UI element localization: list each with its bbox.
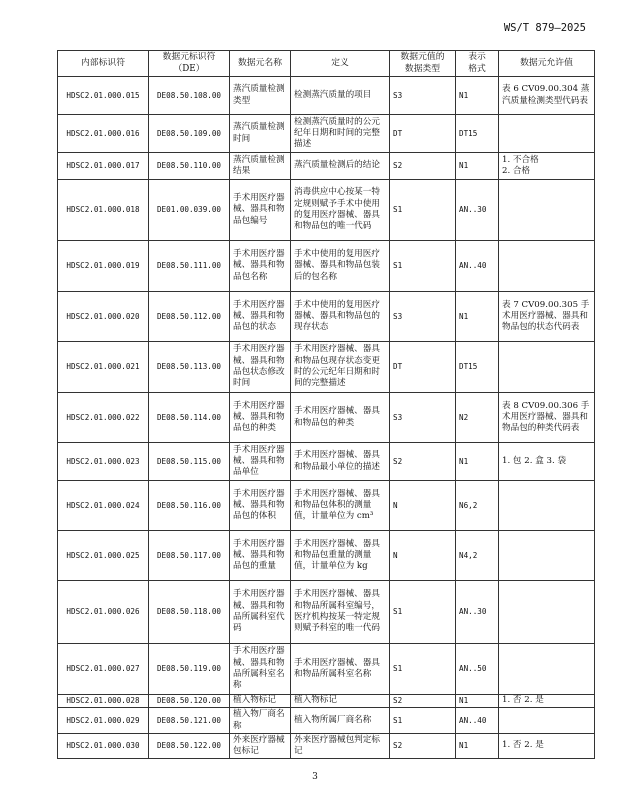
- cell-name: 手术用医疗器械、器具和物品包编号: [230, 180, 291, 241]
- cell-internal-id: HDSC2.01.000.021: [58, 342, 149, 393]
- cell-format: N1: [456, 153, 499, 180]
- cell-internal-id: HDSC2.01.000.026: [58, 581, 149, 644]
- col-header-data-type: 数据元值的 数据类型: [390, 51, 456, 77]
- cell-allowed-values: 表 6 CV09.00.304 蒸汽质量检测类型代码表: [499, 77, 595, 115]
- table-row: [58, 644, 595, 695]
- cell-internal-id: HDSC2.01.000.017: [58, 153, 149, 180]
- cell-definition: 手术用医疗器械、器具和物品所属科室名称: [291, 644, 390, 695]
- cell-definition: 手术中使用的复用医疗器械、器具和物品包装后的包名称: [291, 241, 390, 292]
- table-row: [58, 531, 595, 581]
- table-row: [58, 581, 595, 644]
- cell-definition: 外来医疗器械包判定标记: [291, 734, 390, 759]
- cell-de-id: DE08.50.109.00: [149, 115, 230, 153]
- cell-de-id: DE08.50.119.00: [149, 644, 230, 695]
- table-row: [58, 153, 595, 180]
- col-header-definition: 定义: [291, 51, 390, 77]
- cell-definition: 植入物所属厂商名称: [291, 708, 390, 734]
- cell-de-id: DE01.00.039.00: [149, 180, 230, 241]
- cell-allowed-values: [499, 708, 595, 734]
- cell-allowed-values: [499, 531, 595, 581]
- cell-de-id: DE08.50.113.00: [149, 342, 230, 393]
- cell-data-type: S2: [390, 695, 456, 708]
- cell-data-type: S3: [390, 77, 456, 115]
- cell-name: 蒸汽质量检测时间: [230, 115, 291, 153]
- cell-format: N1: [456, 77, 499, 115]
- cell-format: AN..40: [456, 708, 499, 734]
- cell-name: 手术用医疗器械、器具和物品包的体积: [230, 481, 291, 531]
- cell-de-id: DE08.50.110.00: [149, 153, 230, 180]
- cell-allowed-values: [499, 241, 595, 292]
- cell-de-id: DE08.50.114.00: [149, 393, 230, 443]
- cell-de-id: DE08.50.112.00: [149, 292, 230, 342]
- cell-data-type: S2: [390, 734, 456, 759]
- cell-data-type: S3: [390, 292, 456, 342]
- cell-data-type: DT: [390, 342, 456, 393]
- cell-allowed-values: [499, 481, 595, 531]
- cell-name: 手术用医疗器械、器具和物品所属科室名称: [230, 644, 291, 695]
- cell-allowed-values: [499, 644, 595, 695]
- table-row: [58, 292, 595, 342]
- cell-internal-id: HDSC2.01.000.029: [58, 708, 149, 734]
- cell-name: 植入物标记: [230, 695, 291, 708]
- cell-data-type: DT: [390, 115, 456, 153]
- cell-de-id: DE08.50.121.00: [149, 708, 230, 734]
- cell-format: N1: [456, 695, 499, 708]
- cell-format: N4,2: [456, 531, 499, 581]
- cell-format: N6,2: [456, 481, 499, 531]
- cell-name: 手术用医疗器械、器具和物品包的状态: [230, 292, 291, 342]
- cell-name: 外来医疗器械包标记: [230, 734, 291, 759]
- cell-de-id: DE08.50.111.00: [149, 241, 230, 292]
- cell-format: DT15: [456, 342, 499, 393]
- cell-allowed-values: [499, 581, 595, 644]
- table-row: [58, 695, 595, 708]
- cell-data-type: S1: [390, 180, 456, 241]
- cell-name: 手术用医疗器械、器具和物品单位: [230, 443, 291, 481]
- cell-internal-id: HDSC2.01.000.019: [58, 241, 149, 292]
- cell-format: N2: [456, 393, 499, 443]
- col-header-name: 数据元名称: [230, 51, 291, 77]
- cell-data-type: S1: [390, 644, 456, 695]
- cell-allowed-values: 1. 不合格 2. 合格: [499, 153, 595, 180]
- cell-format: N1: [456, 443, 499, 481]
- cell-internal-id: HDSC2.01.000.030: [58, 734, 149, 759]
- cell-name: 手术用医疗器械、器具和物品包名称: [230, 241, 291, 292]
- cell-data-type: S3: [390, 393, 456, 443]
- cell-name: 手术用医疗器械、器具和物品包的种类: [230, 393, 291, 443]
- cell-de-id: DE08.50.122.00: [149, 734, 230, 759]
- cell-data-type: S1: [390, 708, 456, 734]
- cell-data-type: N: [390, 531, 456, 581]
- cell-data-type: S2: [390, 443, 456, 481]
- cell-allowed-values: 1. 包 2. 盒 3. 袋: [499, 443, 595, 481]
- cell-definition: 手术用医疗器械、器具和物品包体积的测量值，计量单位为 cm³: [291, 481, 390, 531]
- cell-de-id: DE08.50.118.00: [149, 581, 230, 644]
- cell-definition: 手术用医疗器械、器具和物品包现存状态变更时的公元纪年日期和时间的完整描述: [291, 342, 390, 393]
- table-row: [58, 708, 595, 734]
- cell-name: 蒸汽质量检测结果: [230, 153, 291, 180]
- col-header-format: 表示 格式: [456, 51, 499, 77]
- col-header-allowed-values: 数据元允许值: [499, 51, 595, 77]
- cell-data-type: S1: [390, 581, 456, 644]
- page-number: 3: [312, 772, 318, 782]
- cell-allowed-values: [499, 342, 595, 393]
- table-row: [58, 393, 595, 443]
- cell-name: 植入物厂商名称: [230, 708, 291, 734]
- cell-internal-id: HDSC2.01.000.022: [58, 393, 149, 443]
- table-row: [58, 443, 595, 481]
- cell-de-id: DE08.50.117.00: [149, 531, 230, 581]
- cell-de-id: DE08.50.116.00: [149, 481, 230, 531]
- table-row: [58, 734, 595, 759]
- cell-name: 手术用医疗器械、器具和物品包的重量: [230, 531, 291, 581]
- standard-code: WS/T 879—2025: [503, 22, 586, 34]
- cell-allowed-values: [499, 115, 595, 153]
- cell-definition: 手术用医疗器械、器具和物品所属科室编号，医疗机构按某一特定规则赋予科室的唯一代码: [291, 581, 390, 644]
- cell-definition: 消毒供应中心按某一特定规则赋予手术中使用的复用医疗器械、器具和物品包的唯一代码: [291, 180, 390, 241]
- cell-format: AN..30: [456, 180, 499, 241]
- cell-de-id: DE08.50.120.00: [149, 695, 230, 708]
- cell-internal-id: HDSC2.01.000.018: [58, 180, 149, 241]
- cell-format: AN..30: [456, 581, 499, 644]
- cell-name: 手术用医疗器械、器具和物品所属科室代码: [230, 581, 291, 644]
- cell-format: N1: [456, 734, 499, 759]
- table-row: [58, 241, 595, 292]
- cell-internal-id: HDSC2.01.000.028: [58, 695, 149, 708]
- table-row: [58, 180, 595, 241]
- cell-definition: 检测蒸汽质量时的公元纪年日期和时间的完整描述: [291, 115, 390, 153]
- cell-format: N1: [456, 292, 499, 342]
- cell-allowed-values: 表 8 CV09.00.306 手术用医疗器械、器具和物品包的种类代码表: [499, 393, 595, 443]
- cell-name: 蒸汽质量检测类型: [230, 77, 291, 115]
- cell-internal-id: HDSC2.01.000.024: [58, 481, 149, 531]
- cell-de-id: DE08.50.115.00: [149, 443, 230, 481]
- cell-internal-id: HDSC2.01.000.020: [58, 292, 149, 342]
- cell-definition: 手术用医疗器械、器具和物品包的种类: [291, 393, 390, 443]
- cell-internal-id: HDSC2.01.000.025: [58, 531, 149, 581]
- cell-internal-id: HDSC2.01.000.015: [58, 77, 149, 115]
- cell-data-type: S2: [390, 153, 456, 180]
- cell-internal-id: HDSC2.01.000.016: [58, 115, 149, 153]
- cell-internal-id: HDSC2.01.000.027: [58, 644, 149, 695]
- cell-definition: 植入物标记: [291, 695, 390, 708]
- col-header-internal-id: 内部标识符: [58, 51, 149, 77]
- cell-definition: 蒸汽质量检测后的结论: [291, 153, 390, 180]
- cell-definition: 手术用医疗器械、器具和物品最小单位的描述: [291, 443, 390, 481]
- cell-format: AN..40: [456, 241, 499, 292]
- table-row: [58, 481, 595, 531]
- table-header-row: [58, 51, 595, 77]
- table-row: [58, 115, 595, 153]
- data-element-table: [57, 50, 595, 759]
- cell-internal-id: HDSC2.01.000.023: [58, 443, 149, 481]
- cell-data-type: N: [390, 481, 456, 531]
- cell-definition: 手术用医疗器械、器具和物品包重量的测量值，计量单位为 kg: [291, 531, 390, 581]
- cell-format: AN..50: [456, 644, 499, 695]
- cell-allowed-values: 1. 否 2. 是: [499, 734, 595, 759]
- cell-allowed-values: 1. 否 2. 是: [499, 695, 595, 708]
- cell-format: DT15: [456, 115, 499, 153]
- cell-definition: 手术中使用的复用医疗器械、器具和物品包的现存状态: [291, 292, 390, 342]
- table-row: [58, 342, 595, 393]
- cell-data-type: S1: [390, 241, 456, 292]
- cell-definition: 检测蒸汽质量的项目: [291, 77, 390, 115]
- table-row: [58, 77, 595, 115]
- col-header-de-id: 数据元标识符 （DE）: [149, 51, 230, 77]
- cell-de-id: DE08.50.108.00: [149, 77, 230, 115]
- cell-name: 手术用医疗器械、器具和物品包状态修改时间: [230, 342, 291, 393]
- cell-allowed-values: 表 7 CV09.00.305 手术用医疗器械、器具和物品包的状态代码表: [499, 292, 595, 342]
- cell-allowed-values: [499, 180, 595, 241]
